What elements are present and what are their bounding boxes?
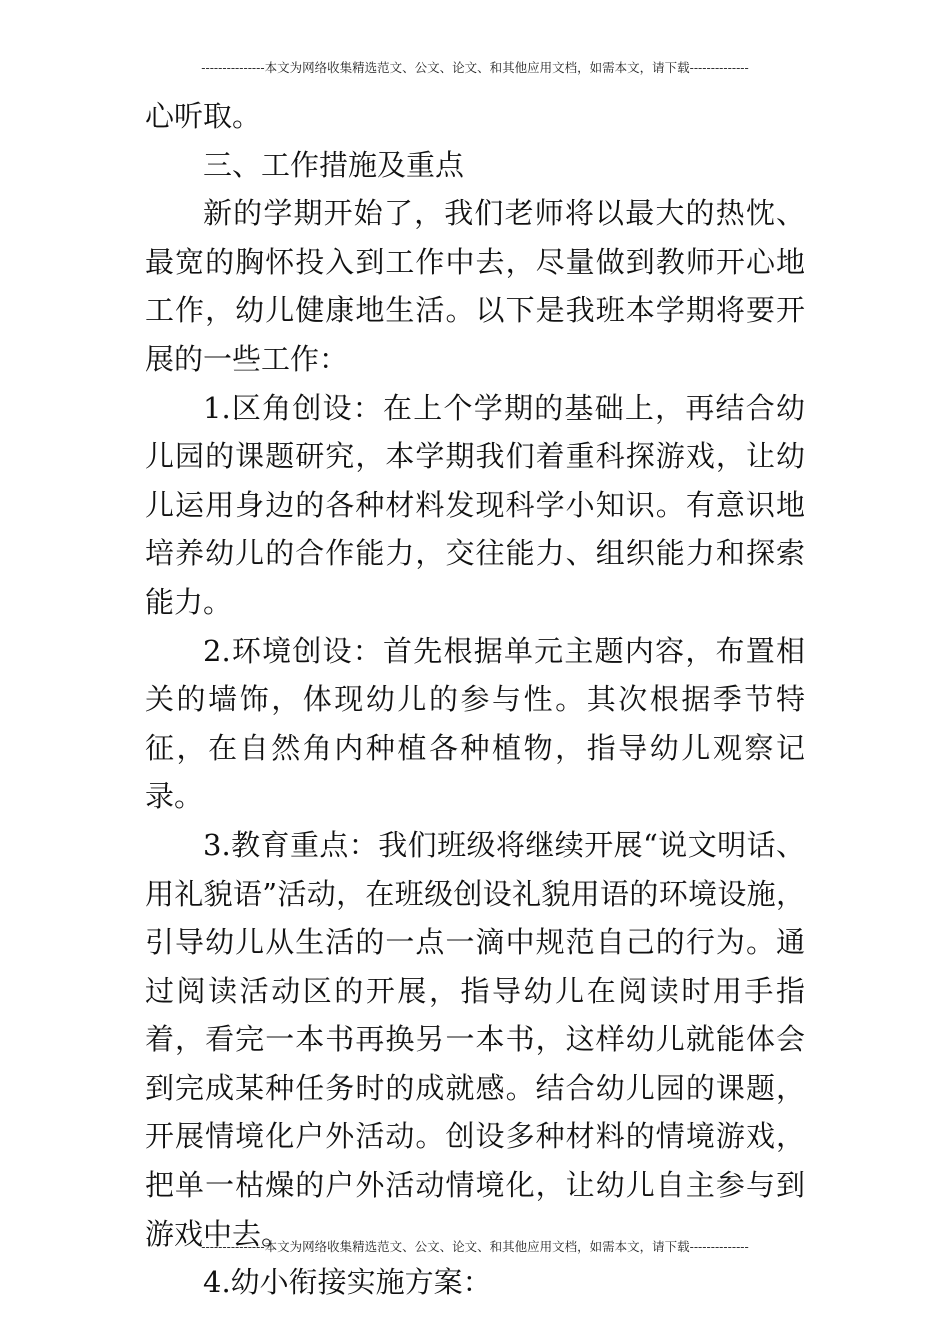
paragraph-continuation: 心听取。 <box>145 99 262 133</box>
paragraph-intro: 新的学期开始了，我们老师将以最大的热忱、最宽的胸怀投入到工作中去，尽量做到教师开心地工作，幼儿健康地生活。以下是我班本学期将要开展的一些工作： <box>145 196 805 376</box>
section-heading: 三、工作措施及重点 <box>203 147 465 182</box>
paragraph-item-2: 2.环境创设：首先根据单元主题内容，布置相关的墙饰，体现幼儿的参与性。其次根据季节特征，在自然角内种植各种植物，指导幼儿观察记录。 <box>145 633 805 814</box>
page-header: ---------------本文为网络收集精选范文、公文、论文、和其他应用文档，如需本文，请下载-------------- <box>201 60 749 75</box>
document-body <box>145 92 805 1307</box>
paragraph-item-3: 3.教育重点：我们班级将继续开展“说文明话、用礼貌语”活动，在班级创设礼貌用语的环境设施，引导幼儿从生活的一点一滴中规范自己的行为。通过阅读活动区的开展，指导幼儿在阅读时用手指着，看完一本书再换另一本书，这样幼儿就能体会到完成某种任务时的成就感。结合幼儿园的课题，开展情境化户外活动。创设多种材料的情境游戏，把单一枯燥的户外活动情境化，让幼儿自主参与到游戏中去。 <box>145 827 805 1251</box>
paragraph-item-4: 4.幼小衔接实施方案： <box>203 1265 492 1300</box>
paragraph-item-1: 1.区角创设：在上个学期的基础上，再结合幼儿园的课题研究，本学期我们着重科探游戏，让幼儿运用身边的各种材料发现科学小知识。有意识地培养幼儿的合作能力，交往能力、组织能力和探索能力。 <box>145 390 805 619</box>
page-footer: ---------------本文为网络收集精选范文、公文、论文、和其他应用文档，如需本文，请下载-------------- <box>201 1239 749 1254</box>
